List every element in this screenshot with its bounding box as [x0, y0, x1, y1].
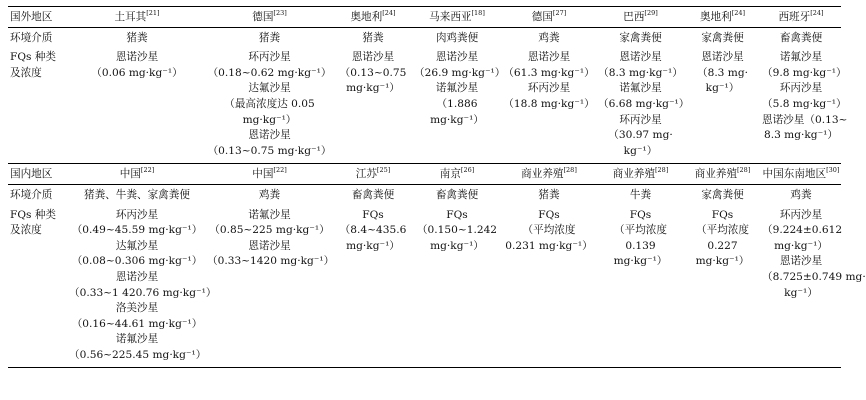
foreign-medium-col-6: 家禽粪便 [597, 27, 684, 47]
domestic-fq-col-6: FQs （平均浓度 0.139 mg·kg⁻¹） [597, 205, 684, 368]
domestic-region-col-4: 南京[26] [413, 164, 501, 185]
domestic-medium-label: 环境介质 [8, 184, 68, 204]
domestic-fq-col-7: FQs （平均浓度 0.227 mg·kg⁻¹） [684, 205, 761, 368]
foreign-region-col-3: 奥地利[24] [333, 7, 413, 28]
domestic-region-label: 国内地区 [8, 164, 68, 185]
foreign-region-header-row [8, 7, 841, 28]
domestic-region-col-8: 中国东南地区[30] [761, 164, 841, 185]
foreign-medium-col-5: 鸡粪 [501, 27, 597, 47]
foreign-region-label: 国外地区 [8, 7, 68, 28]
foreign-medium-row [8, 27, 841, 47]
domestic-fq-col-4: FQs （0.150~1.242 mg·kg⁻¹） [413, 205, 501, 368]
domestic-fq-col-5: FQs （平均浓度 0.231 mg·kg⁻¹） [501, 205, 597, 368]
foreign-region-col-1: 土耳其[21] [68, 7, 206, 28]
domestic-medium-col-3: 畜禽粪便 [333, 184, 413, 204]
foreign-fq-col-5: 恩诺沙星 （61.3 mg·kg⁻¹） 环丙沙星 （18.8 mg·kg⁻¹） [503, 51, 595, 110]
domestic-medium-col-1: 猪粪、牛粪、家禽粪便 [68, 184, 206, 204]
foreign-fq-col-8: 诺氟沙星 （9.8 mg·kg⁻¹） 环丙沙星 （5.8 mg·kg⁻¹） 恩诺沙星（0.13~ 8.3 mg·kg⁻¹） [762, 51, 848, 142]
foreign-fq-col-7: 恩诺沙星 （8.3 mg· kg⁻¹） [696, 51, 748, 95]
foreign-medium-col-7: 家禽粪便 [684, 27, 761, 47]
domestic-fq-col-3: FQs （8.4~435.6 mg·kg⁻¹） [333, 205, 413, 368]
domestic-region-col-5: 商业养殖[28] [501, 164, 597, 185]
foreign-fq-col-4: 恩诺沙星 （26.9 mg·kg⁻¹） 诺氟沙星 （1.886 mg·kg⁻¹） [414, 51, 506, 126]
foreign-fq-col-2: 环丙沙星 （0.18~0.62 mg·kg⁻¹） 达氟沙星 （最高浓度达 0.05 mg·kg⁻¹） 恩诺沙星 （0.13~0.75 mg·kg⁻¹） [207, 51, 332, 157]
domestic-fq-col-8: 环丙沙星 （9.224±0.612 mg·kg⁻¹） 恩诺沙星 （8.725±0.749 mg· kg⁻¹） [761, 205, 841, 368]
domestic-medium-col-2: 鸡粪 [206, 184, 333, 204]
domestic-region-col-3: 江苏[25] [333, 164, 413, 185]
domestic-fq-row [8, 205, 841, 368]
domestic-region-col-7: 商业养殖[28] [684, 164, 761, 185]
foreign-medium-col-3: 猪粪 [333, 27, 413, 47]
domestic-fq-col-2: 诺氟沙星 （0.85~225 mg·kg⁻¹） 恩诺沙星 （0.33~1420 mg·kg⁻¹） [206, 205, 333, 368]
foreign-region-col-7: 奥地利[24] [684, 7, 761, 28]
domestic-region-col-2: 中国[22] [206, 164, 333, 185]
foreign-medium-col-2: 猪粪 [206, 27, 333, 47]
domestic-medium-col-5: 猪粪 [501, 184, 597, 204]
domestic-fq-label: FQs 种类 及浓度 [8, 205, 68, 368]
foreign-region-col-5: 德国[27] [501, 7, 597, 28]
foreign-medium-col-4: 肉鸡粪便 [413, 27, 501, 47]
foreign-fq-row [8, 47, 841, 164]
domestic-medium-col-8: 鸡粪 [761, 184, 841, 204]
foreign-medium-col-1: 猪粪 [68, 27, 206, 47]
foreign-medium-col-8: 畜禽粪便 [761, 27, 841, 47]
domestic-region-col-1: 中国[22] [68, 164, 206, 185]
domestic-fq-col-1: 环丙沙星 （0.49~45.59 mg·kg⁻¹） 达氟沙星 （0.08~0.306 mg·kg⁻¹） 恩诺沙星 （0.33~1 420.76 mg·kg⁻¹） 洛美沙星 （0.16~44.61 mg·kg⁻¹） 诺氟沙星 （0.56~225.45 mg·kg⁻¹） [68, 205, 206, 368]
foreign-fq-col-3: 恩诺沙星 （0.13~0.75 mg·kg⁻¹） [339, 51, 407, 95]
foreign-medium-label: 环境介质 [8, 27, 68, 47]
domestic-medium-col-4: 畜禽粪便 [413, 184, 501, 204]
foreign-region-col-8: 西班牙[24] [761, 7, 841, 28]
domestic-medium-row [8, 184, 841, 204]
domestic-region-col-6: 商业养殖[28] [597, 164, 684, 185]
foreign-region-col-2: 德国[23] [206, 7, 333, 28]
domestic-region-header-row [8, 164, 841, 185]
foreign-fq-col-6: 恩诺沙星 （8.3 mg·kg⁻¹） 诺氟沙星 （6.68 mg·kg⁻¹） 环丙沙星 （30.97 mg· kg⁻¹） [598, 51, 690, 157]
foreign-fq-col-1: 恩诺沙星 （0.06 mg·kg⁻¹） [91, 51, 183, 79]
fq-concentration-table-wrapper [8, 6, 866, 368]
domestic-medium-col-7: 家禽粪便 [684, 184, 761, 204]
foreign-fq-label: FQs 种类 及浓度 [10, 51, 57, 79]
foreign-region-col-6: 巴西[29] [597, 7, 684, 28]
fq-concentration-table [8, 6, 866, 368]
foreign-region-col-4: 马来西亚[18] [413, 7, 501, 28]
domestic-medium-col-6: 牛粪 [597, 184, 684, 204]
